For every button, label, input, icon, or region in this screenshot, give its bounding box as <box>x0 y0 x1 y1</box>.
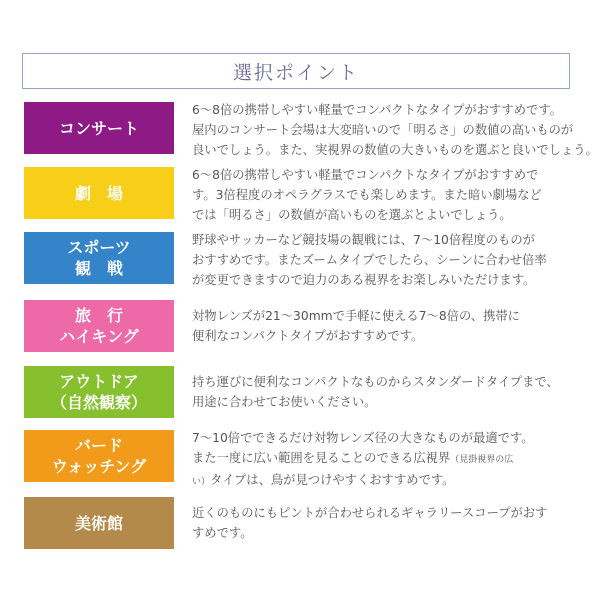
item-outdoor <box>24 364 576 424</box>
category-label: バード <box>74 436 123 455</box>
description-line: 対物レンズが21～30mmで手軽に使える7～8倍の、携帯に <box>192 309 520 323</box>
category-label: 美術館 <box>74 513 123 533</box>
category-description <box>192 165 578 225</box>
description-line: 野球やサッカーなど競技場の観戦には、7～10倍程度のものが <box>192 233 535 247</box>
category-label: アウトドア <box>59 372 139 391</box>
item-sports <box>24 230 576 290</box>
category-label: （自然観察） <box>50 393 147 412</box>
description-note: （見掛視界の広 <box>450 455 514 465</box>
description-line: 屋内のコンサート会場は大変暗いので「明るさ」の数値の高いものが <box>192 123 574 137</box>
category-label: ハイキング <box>59 327 139 346</box>
description-text: タイプは、鳥が見つけやすくおすすめです。 <box>210 473 455 487</box>
description-line: すめです。 <box>192 526 253 540</box>
category-label: ウォッチング <box>51 457 147 476</box>
category-badge <box>24 430 174 482</box>
description-line: す。3倍程度のオペラグラスでも楽しめます。また暗い劇場など <box>192 188 542 202</box>
description-line: が変更できますので迫力のある視界をお楽しみいただけます。 <box>192 273 536 287</box>
category-label: 旅 行 <box>74 306 123 325</box>
category-badge <box>24 102 174 154</box>
category-label: スポーツ <box>67 238 131 257</box>
category-description <box>192 428 578 492</box>
section-title: 選択ポイント <box>22 53 570 89</box>
description-note: い） <box>192 477 211 487</box>
description-line <box>192 448 578 470</box>
description-line: 用途に合わせてお使いください。 <box>192 395 377 409</box>
item-concert <box>24 100 598 160</box>
description-line <box>192 470 578 492</box>
description-line: 6～8倍の携帯しやすい軽量でコンパクトなタイプがおすすめです。 <box>192 103 562 117</box>
description-line: 近くのものにもピントが合わせられるギャラリースコープがおす <box>192 506 548 520</box>
category-badge <box>24 232 174 284</box>
description-line: 6～8倍の携帯しやすい軽量でコンパクトなタイプがおすすめで <box>192 168 539 182</box>
category-badge <box>24 497 174 549</box>
description-line: 持ち運びに便利なコンパクトなものからスタンダードタイプまで、 <box>192 375 559 389</box>
description-line: 良いでしょう。また、実視界の数値の大きいものを選ぶと良いでしょう。 <box>192 143 598 157</box>
item-birdwatching <box>24 428 576 488</box>
category-label: コンサート <box>58 118 139 138</box>
category-label: 観 戦 <box>74 259 123 278</box>
description-line: では「明るさ」の数値が高いものを選ぶとよいでしょう。 <box>192 208 512 222</box>
item-theater <box>24 165 576 225</box>
category-label: 劇 場 <box>74 183 123 203</box>
description-text: また一度に広い範囲を見ることのできる広視界 <box>192 451 451 465</box>
category-description <box>192 100 598 160</box>
description-line: 7～10倍でできるだけ対物レンズ径の大きなものが最適です。 <box>192 431 534 445</box>
category-description <box>192 503 578 543</box>
category-description <box>192 306 578 346</box>
category-badge <box>24 366 174 418</box>
description-line: 便利なコンパクトタイプがおすすめです。 <box>192 329 424 343</box>
item-travel <box>24 298 576 358</box>
description-line: おすすめです。またズームタイプでしたら、シーンに合わせ倍率 <box>192 253 547 267</box>
category-badge <box>24 167 174 219</box>
category-description <box>192 230 578 290</box>
item-museum <box>24 495 576 555</box>
category-description <box>192 372 578 412</box>
category-badge <box>24 300 174 352</box>
